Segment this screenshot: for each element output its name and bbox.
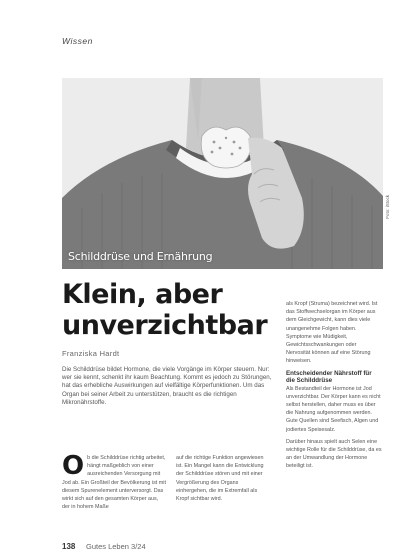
section-label: Wissen — [62, 36, 93, 46]
article-headline — [62, 279, 272, 341]
body-column-1 — [62, 451, 167, 511]
body-text-3b: Als Bestandteil der Hormone ist Jod unverzichtbar. Der Körper kann es nicht selbst herstellen, daher muss es über die Nahrung aufgenommen werden. Gute Quellen sind Seefisch, Algen und jodiertes Speisesalz. — [286, 385, 381, 433]
headline-line-2: unverzichtbar — [62, 310, 268, 341]
body-text-1: b die Schilddrüse richtig arbeitet, hängt maßgeblich von einer ausreichenden Versorgung mit Jod ab. Ein Großteil der Bevölkerung ist mit diesem Spurenelement unterversorgt. Das wirkt sich auf den gesamten Körper aus, der in hohem Maße — [62, 455, 166, 511]
drop-cap: O — [62, 451, 85, 481]
body-text-3a: als Kropf (Struma) bezeichnet wird. Ist das Stoffwechselorgan im Körper aus dem Gleichgewicht, kann dies viele unangenehme Folgen haben. Symptome wie Müdigkeit, Gewichtsschwankungen oder Nervosität können auf eine Störung hinweisen. — [286, 301, 378, 365]
section-subheading: Entscheidender Nährstoff für die Schilddrüse — [286, 369, 372, 385]
article-photo — [62, 78, 383, 269]
page-number: 138 — [62, 542, 76, 551]
photo-illustration — [62, 78, 383, 269]
body-column-3 — [286, 300, 382, 471]
article-lead: Die Schilddrüse bildet Hormone, die viele Vorgänge im Körper steuern. Nur: wer sie kennt, schenkt ihr kaum Beachtung. Kommt es jedoch zu Störungen, hat das erhebliche Auswirkungen auf vielfältige Körperfunktionen. Um das Organ bei seiner Arbeit zu unterstützen, braucht es die richtigen Mikronährstoffe. — [62, 366, 272, 406]
photo-credit: Foto: iStock — [385, 195, 390, 219]
body-text-2: auf die richtige Funktion angewiesen ist. Ein Mangel kann die Entwicklung der Schilddrüse stören und mit einer Vergrößerung des Organs einhergehen, die im Extremfall als Kropf sichtbar wird. — [176, 455, 264, 503]
body-text-3c: Darüber hinaus spielt auch Selen eine wichtige Rolle für die Schilddrüse, da es an der Umwandlung der Hormone beteiligt ist. — [286, 438, 382, 470]
headline-line-1: Klein, aber — [62, 279, 223, 310]
article-author: Franziska Hardt — [62, 349, 120, 358]
photo-caption: Schilddrüse und Ernährung — [68, 250, 213, 263]
magazine-issue: Gutes Leben 3/24 — [86, 542, 146, 551]
body-column-2 — [176, 454, 271, 503]
